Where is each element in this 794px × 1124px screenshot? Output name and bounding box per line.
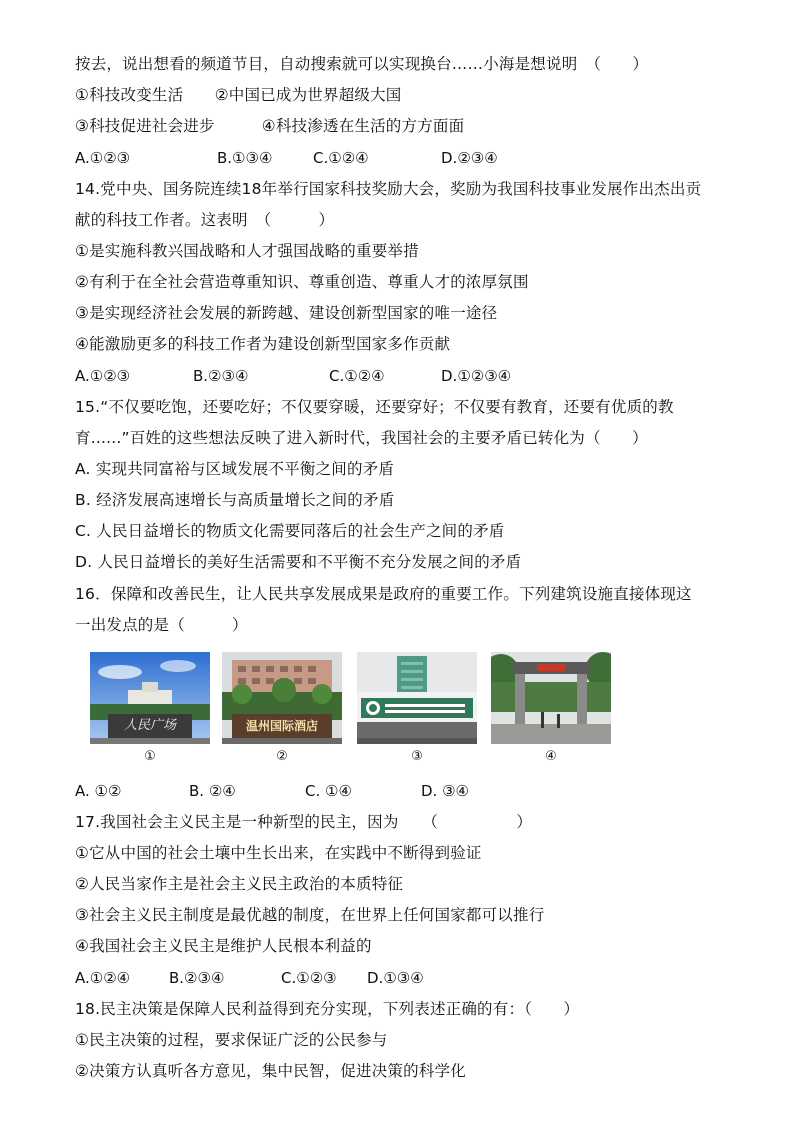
q17-option-c[interactable]: C.①②③ [281, 969, 337, 987]
q17-statement-4: ④我国社会主义民主是维护人民根本利益的 [75, 937, 372, 955]
photo-1-caption: ① [144, 749, 156, 764]
q14-stem-line-1: 14.党中央、国务院连续18年举行国家科技奖励大会，奖励为我国科技事业发展作出杰出贡 [75, 180, 702, 198]
q17-stem: 17.我国社会主义民主是一种新型的民主，因为 （ ） [75, 813, 533, 831]
q13-option-d[interactable]: D.②③④ [441, 149, 498, 167]
photo-3-caption: ③ [411, 749, 423, 764]
q18-statement-2: ②决策方认真听各方意见，集中民智，促进决策的科学化 [75, 1062, 466, 1080]
q14-statement-2: ②有利于在全社会营造尊重知识、尊重创造、尊重人才的浓厚氛围 [75, 273, 529, 291]
q14-option-d[interactable]: D.①②③④ [441, 367, 512, 385]
q17-statement-2: ②人民当家作主是社会主义民主政治的本质特征 [75, 875, 404, 893]
q15-stem-line-1: 15.“不仅要吃饱，还要吃好；不仅要穿暖，还要穿好；不仅要有教育，还要有优质的教 [75, 398, 674, 416]
q17-option-d[interactable]: D.①③④ [367, 969, 424, 987]
q16-option-c[interactable]: C. ①④ [305, 782, 352, 800]
q16-option-b[interactable]: B. ②④ [189, 782, 236, 800]
photo-2-sign: 温州国际酒店 [245, 719, 318, 733]
q14-option-c[interactable]: C.①②④ [329, 367, 385, 385]
q15-option-b[interactable]: B. 经济发展高速增长与高质量增长之间的矛盾 [75, 491, 395, 509]
photo-1-sign: 人民广场 [123, 718, 176, 733]
q17-option-b[interactable]: B.②③④ [169, 969, 225, 987]
q17-statement-3: ③社会主义民主制度是最优越的制度，在世界上任何国家都可以推行 [75, 906, 545, 924]
school-gate-photo [491, 652, 611, 744]
bank-building-photo [357, 652, 477, 744]
q17-statement-1: ①它从中国的社会土壤中生长出来，在实践中不断得到验证 [75, 844, 482, 862]
q16-stem-line-2: 一出发点的是（ ） [75, 616, 248, 634]
q14-stem-line-2: 献的科技工作者。这表明 （ ） [75, 211, 335, 229]
q18-statement-1: ①民主决策的过程，要求保证广泛的公民参与 [75, 1031, 388, 1049]
q15-option-c[interactable]: C. 人民日益增长的物质文化需要同落后的社会生产之间的矛盾 [75, 522, 505, 540]
q16-photo-row [90, 652, 630, 772]
q13-option-b[interactable]: B.①③④ [217, 149, 273, 167]
q13-stem-end: 按去，说出想看的频道节目，自动搜索就可以实现换台……小海是想说明 （ ） [75, 55, 649, 73]
q14-option-b[interactable]: B.②③④ [193, 367, 249, 385]
q18-stem: 18.民主决策是保障人民利益得到充分实现，下列表述正确的有：（ ） [75, 1000, 580, 1018]
q15-stem-line-2: 育......”百姓的这些想法反映了进入新时代，我国社会的主要矛盾已转化为（ ） [75, 429, 648, 447]
q13-statement-3-4: ③科技促进社会进步 ④科技渗透在生活的方方面面 [75, 117, 465, 135]
q16-option-a[interactable]: A. ①② [75, 782, 122, 800]
q15-option-d[interactable]: D. 人民日益增长的美好生活需要和不平衡不充分发展之间的矛盾 [75, 553, 522, 571]
people-square-photo [90, 652, 210, 744]
q13-option-a[interactable]: A.①②③ [75, 149, 131, 167]
q13-statement-1-2: ①科技改变生活 ②中国已成为世界超级大国 [75, 86, 402, 104]
q16-option-d[interactable]: D. ③④ [421, 782, 469, 800]
photo-2-caption: ② [276, 749, 288, 764]
q16-stem-line-1: 16．保障和改善民生，让人民共享发展成果是政府的重要工作。下列建筑设施直接体现这 [75, 585, 692, 603]
photo-4-caption: ④ [545, 749, 557, 764]
hotel-photo [222, 652, 342, 744]
q15-option-a[interactable]: A. 实现共同富裕与区域发展不平衡之间的矛盾 [75, 460, 395, 478]
q14-statement-1: ①是实施科教兴国战略和人才强国战略的重要举措 [75, 242, 419, 260]
q14-option-a[interactable]: A.①②③ [75, 367, 131, 385]
q13-option-c[interactable]: C.①②④ [313, 149, 369, 167]
q14-statement-4: ④能激励更多的科技工作者为建设创新型国家多作贡献 [75, 335, 451, 353]
q17-option-a[interactable]: A.①②④ [75, 969, 131, 987]
q14-statement-3: ③是实现经济社会发展的新跨越、建设创新型国家的唯一途径 [75, 304, 498, 322]
